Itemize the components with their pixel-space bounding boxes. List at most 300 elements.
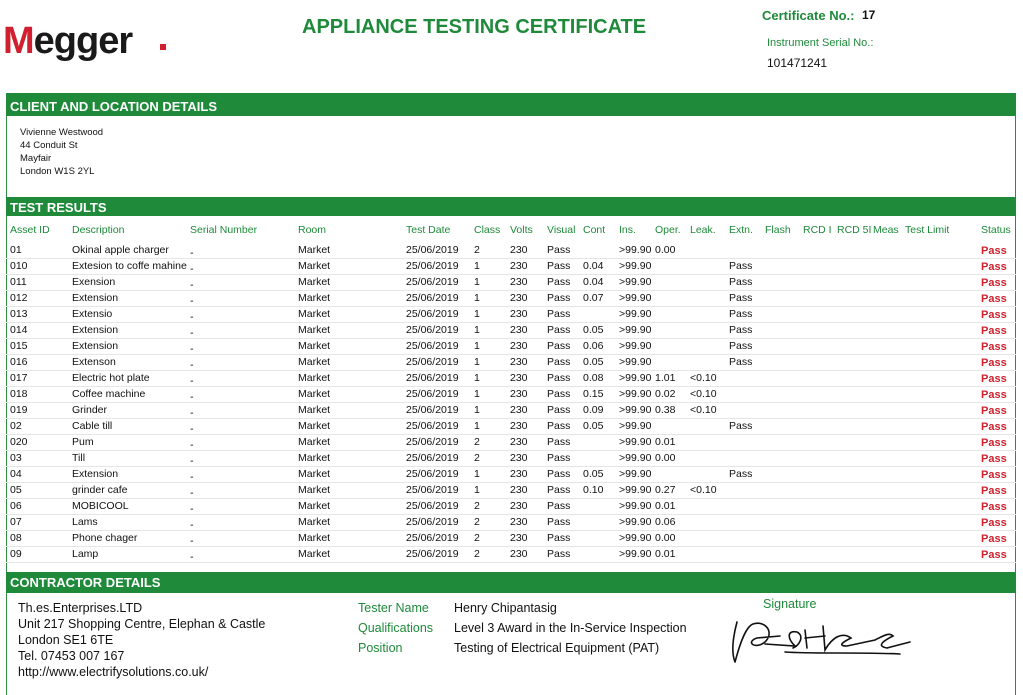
status-badge: Pass	[981, 437, 1007, 449]
cell-cont: 0.15	[583, 388, 604, 400]
cell-room: Market	[298, 372, 331, 384]
cell-cls: 2	[474, 436, 480, 448]
cell-ins: >99.90	[619, 372, 652, 384]
cell-extn: Pass	[729, 468, 753, 480]
column-header: Visual	[547, 224, 576, 236]
cell-cont: 0.05	[583, 356, 604, 368]
cell-asset: 019	[10, 404, 28, 416]
column-header: Test Date	[406, 224, 451, 236]
status-badge: Pass	[981, 501, 1007, 513]
column-header: Ins.	[619, 224, 636, 236]
table-row	[6, 403, 1016, 419]
cell-date: 25/06/2019	[406, 484, 459, 496]
cell-room: Market	[298, 260, 331, 272]
column-header: Class	[474, 224, 501, 236]
cell-desc: Extenson	[72, 356, 116, 368]
cell-room: Market	[298, 308, 331, 320]
cell-cls: 1	[474, 324, 480, 336]
cell-leak: <0.10	[690, 404, 717, 416]
cell-date: 25/06/2019	[406, 340, 459, 352]
cell-asset: 017	[10, 372, 28, 384]
cell-asset: 07	[10, 516, 22, 528]
column-header: Status	[981, 224, 1011, 236]
contractor-section-header: CONTRACTOR DETAILS	[6, 572, 1016, 593]
cell-extn: Pass	[729, 308, 753, 320]
cell-oper: 0.06	[655, 516, 676, 528]
cell-cls: 1	[474, 404, 480, 416]
cell-cls: 1	[474, 372, 480, 384]
status-badge: Pass	[981, 293, 1007, 305]
cell-asset: 04	[10, 468, 22, 480]
position-label: Position	[358, 641, 403, 655]
cell-visual: Pass	[547, 276, 571, 288]
cell-cls: 2	[474, 516, 480, 528]
cell-extn: Pass	[729, 356, 753, 368]
cell-ins: >99.90	[619, 308, 652, 320]
status-badge: Pass	[981, 341, 1007, 353]
cell-extn: Pass	[729, 292, 753, 304]
table-row	[6, 435, 1016, 451]
cell-cls: 1	[474, 388, 480, 400]
cell-cls: 2	[474, 452, 480, 464]
cell-visual: Pass	[547, 436, 571, 448]
cell-serial: -	[190, 535, 194, 547]
cell-ins: >99.90	[619, 324, 652, 336]
cell-oper: 0.02	[655, 388, 676, 400]
table-row	[6, 355, 1016, 371]
cell-volts: 230	[510, 292, 528, 304]
cell-cont: 0.08	[583, 372, 604, 384]
cell-asset: 05	[10, 484, 22, 496]
status-badge: Pass	[981, 517, 1007, 529]
cell-asset: 08	[10, 532, 22, 544]
cell-cont: 0.05	[583, 420, 604, 432]
cell-asset: 02	[10, 420, 22, 432]
contractor-address-line: Unit 217 Shopping Centre, Elephan & Castle	[18, 617, 266, 631]
status-badge: Pass	[981, 261, 1007, 273]
cell-volts: 230	[510, 532, 528, 544]
cell-cls: 2	[474, 532, 480, 544]
table-row	[6, 243, 1016, 259]
table-row	[6, 499, 1016, 515]
address-line: Mayfair	[20, 153, 52, 164]
cell-desc: grinder cafe	[72, 484, 128, 496]
cell-oper: 0.27	[655, 484, 676, 496]
cell-desc: Lams	[72, 516, 98, 528]
status-badge: Pass	[981, 453, 1007, 465]
cell-visual: Pass	[547, 260, 571, 272]
cell-volts: 230	[510, 372, 528, 384]
cell-date: 25/06/2019	[406, 276, 459, 288]
cell-room: Market	[298, 532, 331, 544]
signature-image	[725, 612, 915, 667]
cell-ins: >99.90	[619, 500, 652, 512]
cell-volts: 230	[510, 500, 528, 512]
cell-ins: >99.90	[619, 420, 652, 432]
cell-desc: Lamp	[72, 548, 99, 560]
column-header: Description	[72, 224, 125, 236]
column-header: RCD 5I	[837, 224, 872, 236]
cell-volts: 230	[510, 452, 528, 464]
cell-visual: Pass	[547, 372, 571, 384]
cell-room: Market	[298, 276, 331, 288]
cell-ins: >99.90	[619, 452, 652, 464]
status-badge: Pass	[981, 485, 1007, 497]
column-header: Leak.	[690, 224, 716, 236]
cell-oper: 0.01	[655, 548, 676, 560]
cell-volts: 230	[510, 388, 528, 400]
cell-room: Market	[298, 436, 331, 448]
cell-cls: 1	[474, 468, 480, 480]
cell-volts: 230	[510, 340, 528, 352]
cell-room: Market	[298, 420, 331, 432]
cell-visual: Pass	[547, 484, 571, 496]
cell-serial: -	[190, 263, 194, 275]
cell-ins: >99.90	[619, 388, 652, 400]
cell-volts: 230	[510, 420, 528, 432]
cell-visual: Pass	[547, 532, 571, 544]
status-badge: Pass	[981, 245, 1007, 257]
cell-oper: 0.01	[655, 436, 676, 448]
contractor-website-link[interactable]: http://www.electrifysolutions.co.uk/	[18, 665, 209, 679]
cell-serial: -	[190, 295, 194, 307]
cell-asset: 020	[10, 436, 28, 448]
contractor-address	[18, 600, 265, 680]
cell-desc: Extesion to coffe mahine	[72, 260, 187, 272]
cell-volts: 230	[510, 356, 528, 368]
cell-visual: Pass	[547, 388, 571, 400]
cell-ins: >99.90	[619, 340, 652, 352]
column-header: Room	[298, 224, 327, 236]
cell-volts: 230	[510, 436, 528, 448]
cell-date: 25/06/2019	[406, 308, 459, 320]
cell-oper: 0.00	[655, 452, 676, 464]
address-line: Vivienne Westwood	[20, 127, 104, 138]
cell-serial: -	[190, 279, 194, 291]
cell-cont: 0.06	[583, 340, 604, 352]
client-section	[6, 116, 1016, 197]
cell-volts: 230	[510, 484, 528, 496]
cell-cls: 1	[474, 276, 480, 288]
cell-date: 25/06/2019	[406, 292, 459, 304]
cell-desc: Coffee machine	[72, 388, 146, 400]
cell-desc: Extension	[72, 468, 119, 480]
cell-oper: 0.38	[655, 404, 676, 416]
cell-room: Market	[298, 324, 331, 336]
instrument-serial-number: 101471241	[767, 56, 828, 70]
table-row	[6, 371, 1016, 387]
cell-leak: <0.10	[690, 388, 717, 400]
cell-date: 25/06/2019	[406, 404, 459, 416]
contractor-phone: Tel. 07453 007 167	[18, 649, 125, 663]
megger-logo: Megger	[3, 20, 133, 62]
cell-cls: 1	[474, 308, 480, 320]
cell-date: 25/06/2019	[406, 324, 459, 336]
status-badge: Pass	[981, 405, 1007, 417]
cell-visual: Pass	[547, 244, 571, 256]
cell-desc: Electric hot plate	[72, 372, 150, 384]
cell-visual: Pass	[547, 548, 571, 560]
cell-desc: Phone chager	[72, 532, 138, 544]
cell-room: Market	[298, 244, 331, 256]
table-row	[6, 515, 1016, 531]
cell-volts: 230	[510, 244, 528, 256]
column-header: Test Limit	[905, 224, 950, 236]
cell-room: Market	[298, 500, 331, 512]
cell-volts: 230	[510, 260, 528, 272]
cell-desc: Grinder	[72, 404, 108, 416]
table-row	[6, 307, 1016, 323]
contractor-company: Th.es.Enterprises.LTD	[18, 601, 143, 615]
cell-room: Market	[298, 404, 331, 416]
cell-serial: -	[190, 423, 194, 435]
signature-label: Signature	[763, 597, 817, 611]
cell-visual: Pass	[547, 452, 571, 464]
cell-serial: -	[190, 439, 194, 451]
cell-extn: Pass	[729, 324, 753, 336]
cell-room: Market	[298, 452, 331, 464]
table-row	[6, 419, 1016, 435]
cell-extn: Pass	[729, 276, 753, 288]
cell-ins: >99.90	[619, 260, 652, 272]
cell-serial: -	[190, 519, 194, 531]
cell-date: 25/06/2019	[406, 468, 459, 480]
cell-cont: 0.04	[583, 276, 604, 288]
cell-ins: >99.90	[619, 548, 652, 560]
cell-serial: -	[190, 471, 194, 483]
cell-serial: -	[190, 391, 194, 403]
cell-date: 25/06/2019	[406, 260, 459, 272]
cell-asset: 012	[10, 292, 28, 304]
cell-asset: 013	[10, 308, 28, 320]
cell-extn: Pass	[729, 340, 753, 352]
cell-room: Market	[298, 292, 331, 304]
cell-oper: 0.01	[655, 500, 676, 512]
cell-visual: Pass	[547, 356, 571, 368]
cell-desc: Extension	[72, 340, 119, 352]
cell-serial: -	[190, 343, 194, 355]
cell-desc: MOBICOOL	[72, 500, 129, 512]
column-header: Meas	[873, 224, 899, 236]
position: Testing of Electrical Equipment (PAT)	[454, 641, 660, 655]
status-badge: Pass	[981, 325, 1007, 337]
cell-cls: 2	[474, 548, 480, 560]
column-header: Serial Number	[190, 224, 258, 236]
cell-asset: 01	[10, 244, 22, 256]
cell-desc: Extension	[72, 292, 119, 304]
cell-desc: Exension	[72, 276, 116, 288]
cell-visual: Pass	[547, 292, 571, 304]
status-badge: Pass	[981, 469, 1007, 481]
cell-date: 25/06/2019	[406, 452, 459, 464]
table-row	[6, 531, 1016, 547]
cell-cls: 1	[474, 484, 480, 496]
cell-room: Market	[298, 468, 331, 480]
cell-ins: >99.90	[619, 292, 652, 304]
table-row	[6, 275, 1016, 291]
cell-ins: >99.90	[619, 436, 652, 448]
column-header: Extn.	[729, 224, 753, 236]
cell-visual: Pass	[547, 420, 571, 432]
qualifications: Level 3 Award in the In-Service Inspection	[454, 621, 687, 635]
table-row	[6, 259, 1016, 275]
cell-cls: 1	[474, 292, 480, 304]
cell-ins: >99.90	[619, 484, 652, 496]
cell-date: 25/06/2019	[406, 372, 459, 384]
cell-ins: >99.90	[619, 244, 652, 256]
cell-leak: <0.10	[690, 372, 717, 384]
cell-cont: 0.05	[583, 324, 604, 336]
cell-asset: 09	[10, 548, 22, 560]
cell-extn: Pass	[729, 420, 753, 432]
cell-serial: -	[190, 407, 194, 419]
cell-serial: -	[190, 327, 194, 339]
cell-volts: 230	[510, 516, 528, 528]
cell-serial: -	[190, 359, 194, 371]
cell-asset: 03	[10, 452, 22, 464]
table-row	[6, 291, 1016, 307]
cell-date: 25/06/2019	[406, 516, 459, 528]
status-badge: Pass	[981, 533, 1007, 545]
cell-visual: Pass	[547, 404, 571, 416]
cell-cls: 2	[474, 244, 480, 256]
status-badge: Pass	[981, 549, 1007, 561]
cell-date: 25/06/2019	[406, 388, 459, 400]
cell-date: 25/06/2019	[406, 244, 459, 256]
certificate-title: APPLIANCE TESTING CERTIFICATE	[302, 16, 647, 38]
client-address	[20, 126, 103, 178]
cell-cont: 0.05	[583, 468, 604, 480]
cell-date: 25/06/2019	[406, 548, 459, 560]
cell-cls: 2	[474, 500, 480, 512]
cell-date: 25/06/2019	[406, 436, 459, 448]
cell-asset: 014	[10, 324, 28, 336]
qualifications-label: Qualifications	[358, 621, 434, 635]
cell-room: Market	[298, 388, 331, 400]
cell-leak: <0.10	[690, 484, 717, 496]
cell-asset: 018	[10, 388, 28, 400]
status-badge: Pass	[981, 309, 1007, 321]
address-line: London W1S 2YL	[20, 166, 95, 177]
cell-serial: -	[190, 455, 194, 467]
cell-asset: 015	[10, 340, 28, 352]
table-row	[6, 339, 1016, 355]
cell-cls: 1	[474, 356, 480, 368]
cell-serial: -	[190, 247, 194, 259]
cell-serial: -	[190, 487, 194, 499]
cell-serial: -	[190, 503, 194, 515]
cell-ins: >99.90	[619, 404, 652, 416]
cell-desc: Till	[72, 452, 86, 464]
cell-asset: 016	[10, 356, 28, 368]
cell-oper: 0.00	[655, 532, 676, 544]
cell-date: 25/06/2019	[406, 420, 459, 432]
cell-ins: >99.90	[619, 356, 652, 368]
cell-date: 25/06/2019	[406, 500, 459, 512]
cell-volts: 230	[510, 308, 528, 320]
cell-visual: Pass	[547, 308, 571, 320]
cell-room: Market	[298, 548, 331, 560]
status-badge: Pass	[981, 389, 1007, 401]
logo-registered-mark	[160, 44, 166, 50]
test-results-header: TEST RESULTS	[6, 197, 1016, 216]
cell-ins: >99.90	[619, 516, 652, 528]
cell-room: Market	[298, 484, 331, 496]
cell-room: Market	[298, 356, 331, 368]
client-section-header: CLIENT AND LOCATION DETAILS	[6, 96, 1016, 116]
tester-name: Henry Chipantasig	[454, 601, 557, 615]
contractor-address-line: London SE1 6TE	[18, 633, 114, 647]
cell-cont: 0.09	[583, 404, 604, 416]
column-header: Oper.	[655, 224, 681, 236]
cell-visual: Pass	[547, 500, 571, 512]
cell-oper: 0.00	[655, 244, 676, 256]
table-row	[6, 483, 1016, 499]
cell-room: Market	[298, 516, 331, 528]
cell-volts: 230	[510, 468, 528, 480]
cell-cls: 1	[474, 340, 480, 352]
cell-cont: 0.07	[583, 292, 604, 304]
cell-visual: Pass	[547, 324, 571, 336]
address-line: 44 Conduit St	[20, 140, 78, 151]
tester-name-label: Tester Name	[358, 601, 429, 615]
cell-volts: 230	[510, 276, 528, 288]
column-header: Asset ID	[10, 224, 50, 236]
status-badge: Pass	[981, 373, 1007, 385]
column-header: Volts	[510, 224, 533, 236]
cell-asset: 06	[10, 500, 22, 512]
cell-desc: Cable till	[72, 420, 113, 432]
cell-cls: 1	[474, 420, 480, 432]
column-header: Cont	[583, 224, 606, 236]
cell-asset: 010	[10, 260, 28, 272]
certificate-number-label: Certificate No.:	[762, 8, 855, 23]
cell-serial: -	[190, 551, 194, 563]
cell-ins: >99.90	[619, 532, 652, 544]
status-badge: Pass	[981, 277, 1007, 289]
cell-volts: 230	[510, 548, 528, 560]
table-row	[6, 323, 1016, 339]
cell-ins: >99.90	[619, 468, 652, 480]
cell-visual: Pass	[547, 340, 571, 352]
cell-asset: 011	[10, 276, 27, 288]
cell-serial: -	[190, 375, 194, 387]
cell-extn: Pass	[729, 260, 753, 272]
logo-rest: egger	[33, 20, 133, 62]
cell-room: Market	[298, 340, 331, 352]
cell-serial: -	[190, 311, 194, 323]
table-row	[6, 451, 1016, 467]
instrument-serial-label: Instrument Serial No.:	[767, 37, 874, 49]
status-badge: Pass	[981, 421, 1007, 433]
cell-volts: 230	[510, 404, 528, 416]
cell-desc: Okinal apple charger	[72, 244, 169, 256]
cell-volts: 230	[510, 324, 528, 336]
status-badge: Pass	[981, 357, 1007, 369]
cell-desc: Extensio	[72, 308, 113, 320]
cell-date: 25/06/2019	[406, 356, 459, 368]
table-row	[6, 467, 1016, 483]
cell-cont: 0.10	[583, 484, 604, 496]
table-row	[6, 547, 1016, 563]
column-header: RCD I	[803, 224, 832, 236]
table-row	[6, 387, 1016, 403]
cell-desc: Pum	[72, 436, 94, 448]
cell-ins: >99.90	[619, 276, 652, 288]
column-header: Flash	[765, 224, 791, 236]
cell-cont: 0.04	[583, 260, 604, 272]
cell-date: 25/06/2019	[406, 532, 459, 544]
